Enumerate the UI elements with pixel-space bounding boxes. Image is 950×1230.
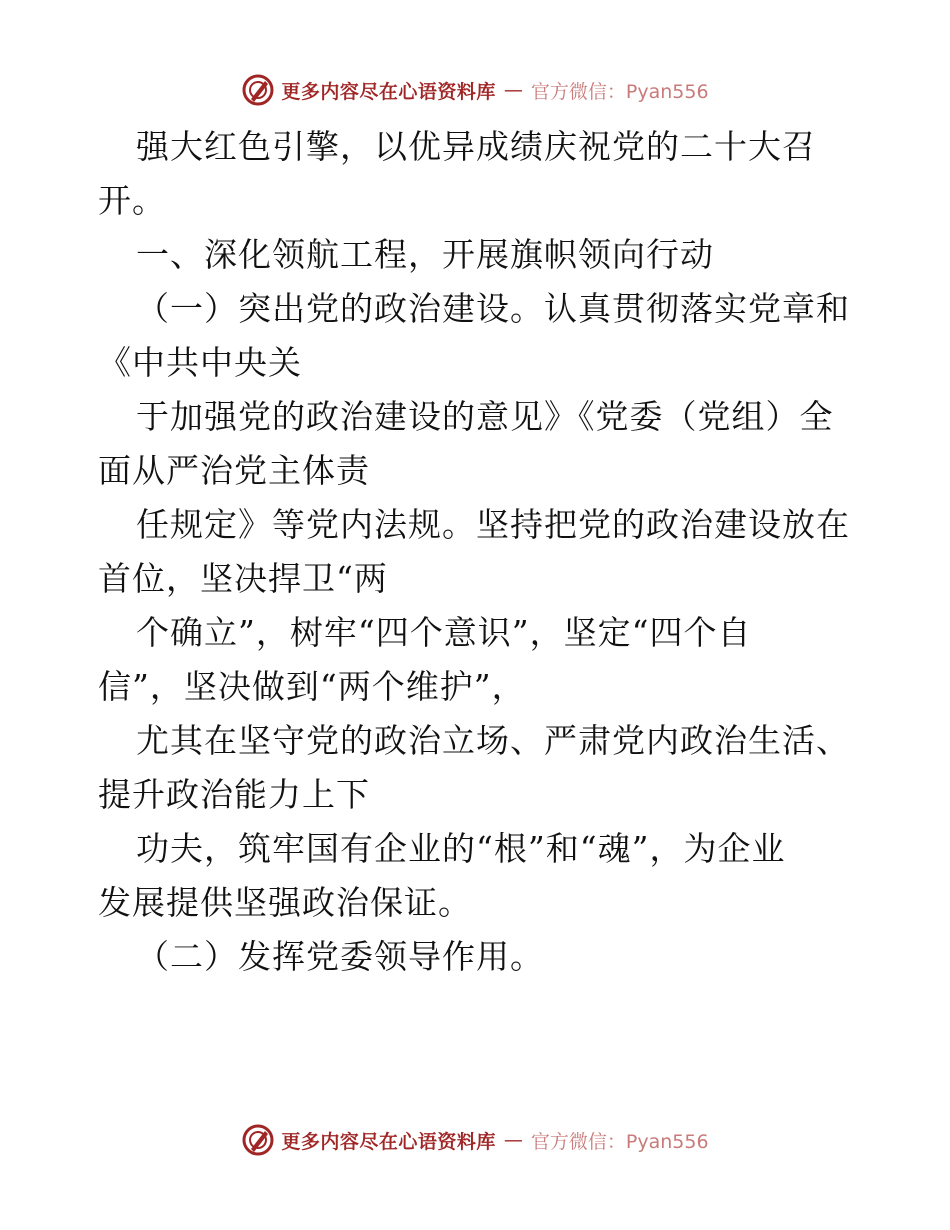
text-line: 任规定》等党内法规。坚持把党的政治建设放在 — [136, 505, 850, 544]
text-line: 尤其在坚守党的政治立场、严肃党内政治生活、 — [136, 721, 850, 760]
section-heading: 一、深化领航工程，开展旗帜领向行动 — [136, 235, 714, 274]
text-line: 开。 — [98, 181, 166, 220]
text-line: 于加强党的政治建设的意见》《党委（党组）全 — [136, 397, 834, 436]
text-line: 面从严治党主体责 — [98, 451, 370, 490]
text-line: 首位，坚决捍卫“两 — [98, 559, 388, 598]
text-line: 发展提供坚强政治保证。 — [98, 883, 472, 922]
text-line: （一）突出党的政治建设。认真贯彻落实党章和 — [136, 289, 850, 328]
subsection-heading: （二）发挥党委领导作用。 — [136, 937, 544, 976]
text-line: 个确立”，树牢“四个意识”，坚定“四个自 — [136, 613, 752, 652]
header-dash: — — [503, 79, 523, 101]
footer-dash: — — [503, 1129, 523, 1151]
red-quill-logo-icon — [241, 73, 275, 107]
document-text — [98, 120, 858, 984]
text-line: 《中共中央关 — [98, 343, 302, 382]
text-line: 功夫，筑牢国有企业的“根”和“魂”，为企业 — [136, 829, 786, 868]
header-brand-text: 更多内容尽在心语资料库 — [281, 80, 496, 103]
footer-brand-text: 更多内容尽在心语资料库 — [281, 1130, 496, 1153]
footer-contact-text: 官方微信：Pyan556 — [530, 1130, 709, 1153]
text-line: 信”，坚决做到“两个维护”， — [98, 667, 526, 706]
header-banner — [0, 70, 950, 110]
header-contact-text: 官方微信：Pyan556 — [530, 80, 709, 103]
text-line: 强大红色引擎，以优异成绩庆祝党的二十大召 — [136, 127, 816, 166]
footer-banner — [0, 1120, 950, 1160]
red-quill-logo-icon — [241, 1123, 275, 1157]
text-line: 提升政治能力上下 — [98, 775, 370, 814]
document-body — [98, 120, 858, 984]
